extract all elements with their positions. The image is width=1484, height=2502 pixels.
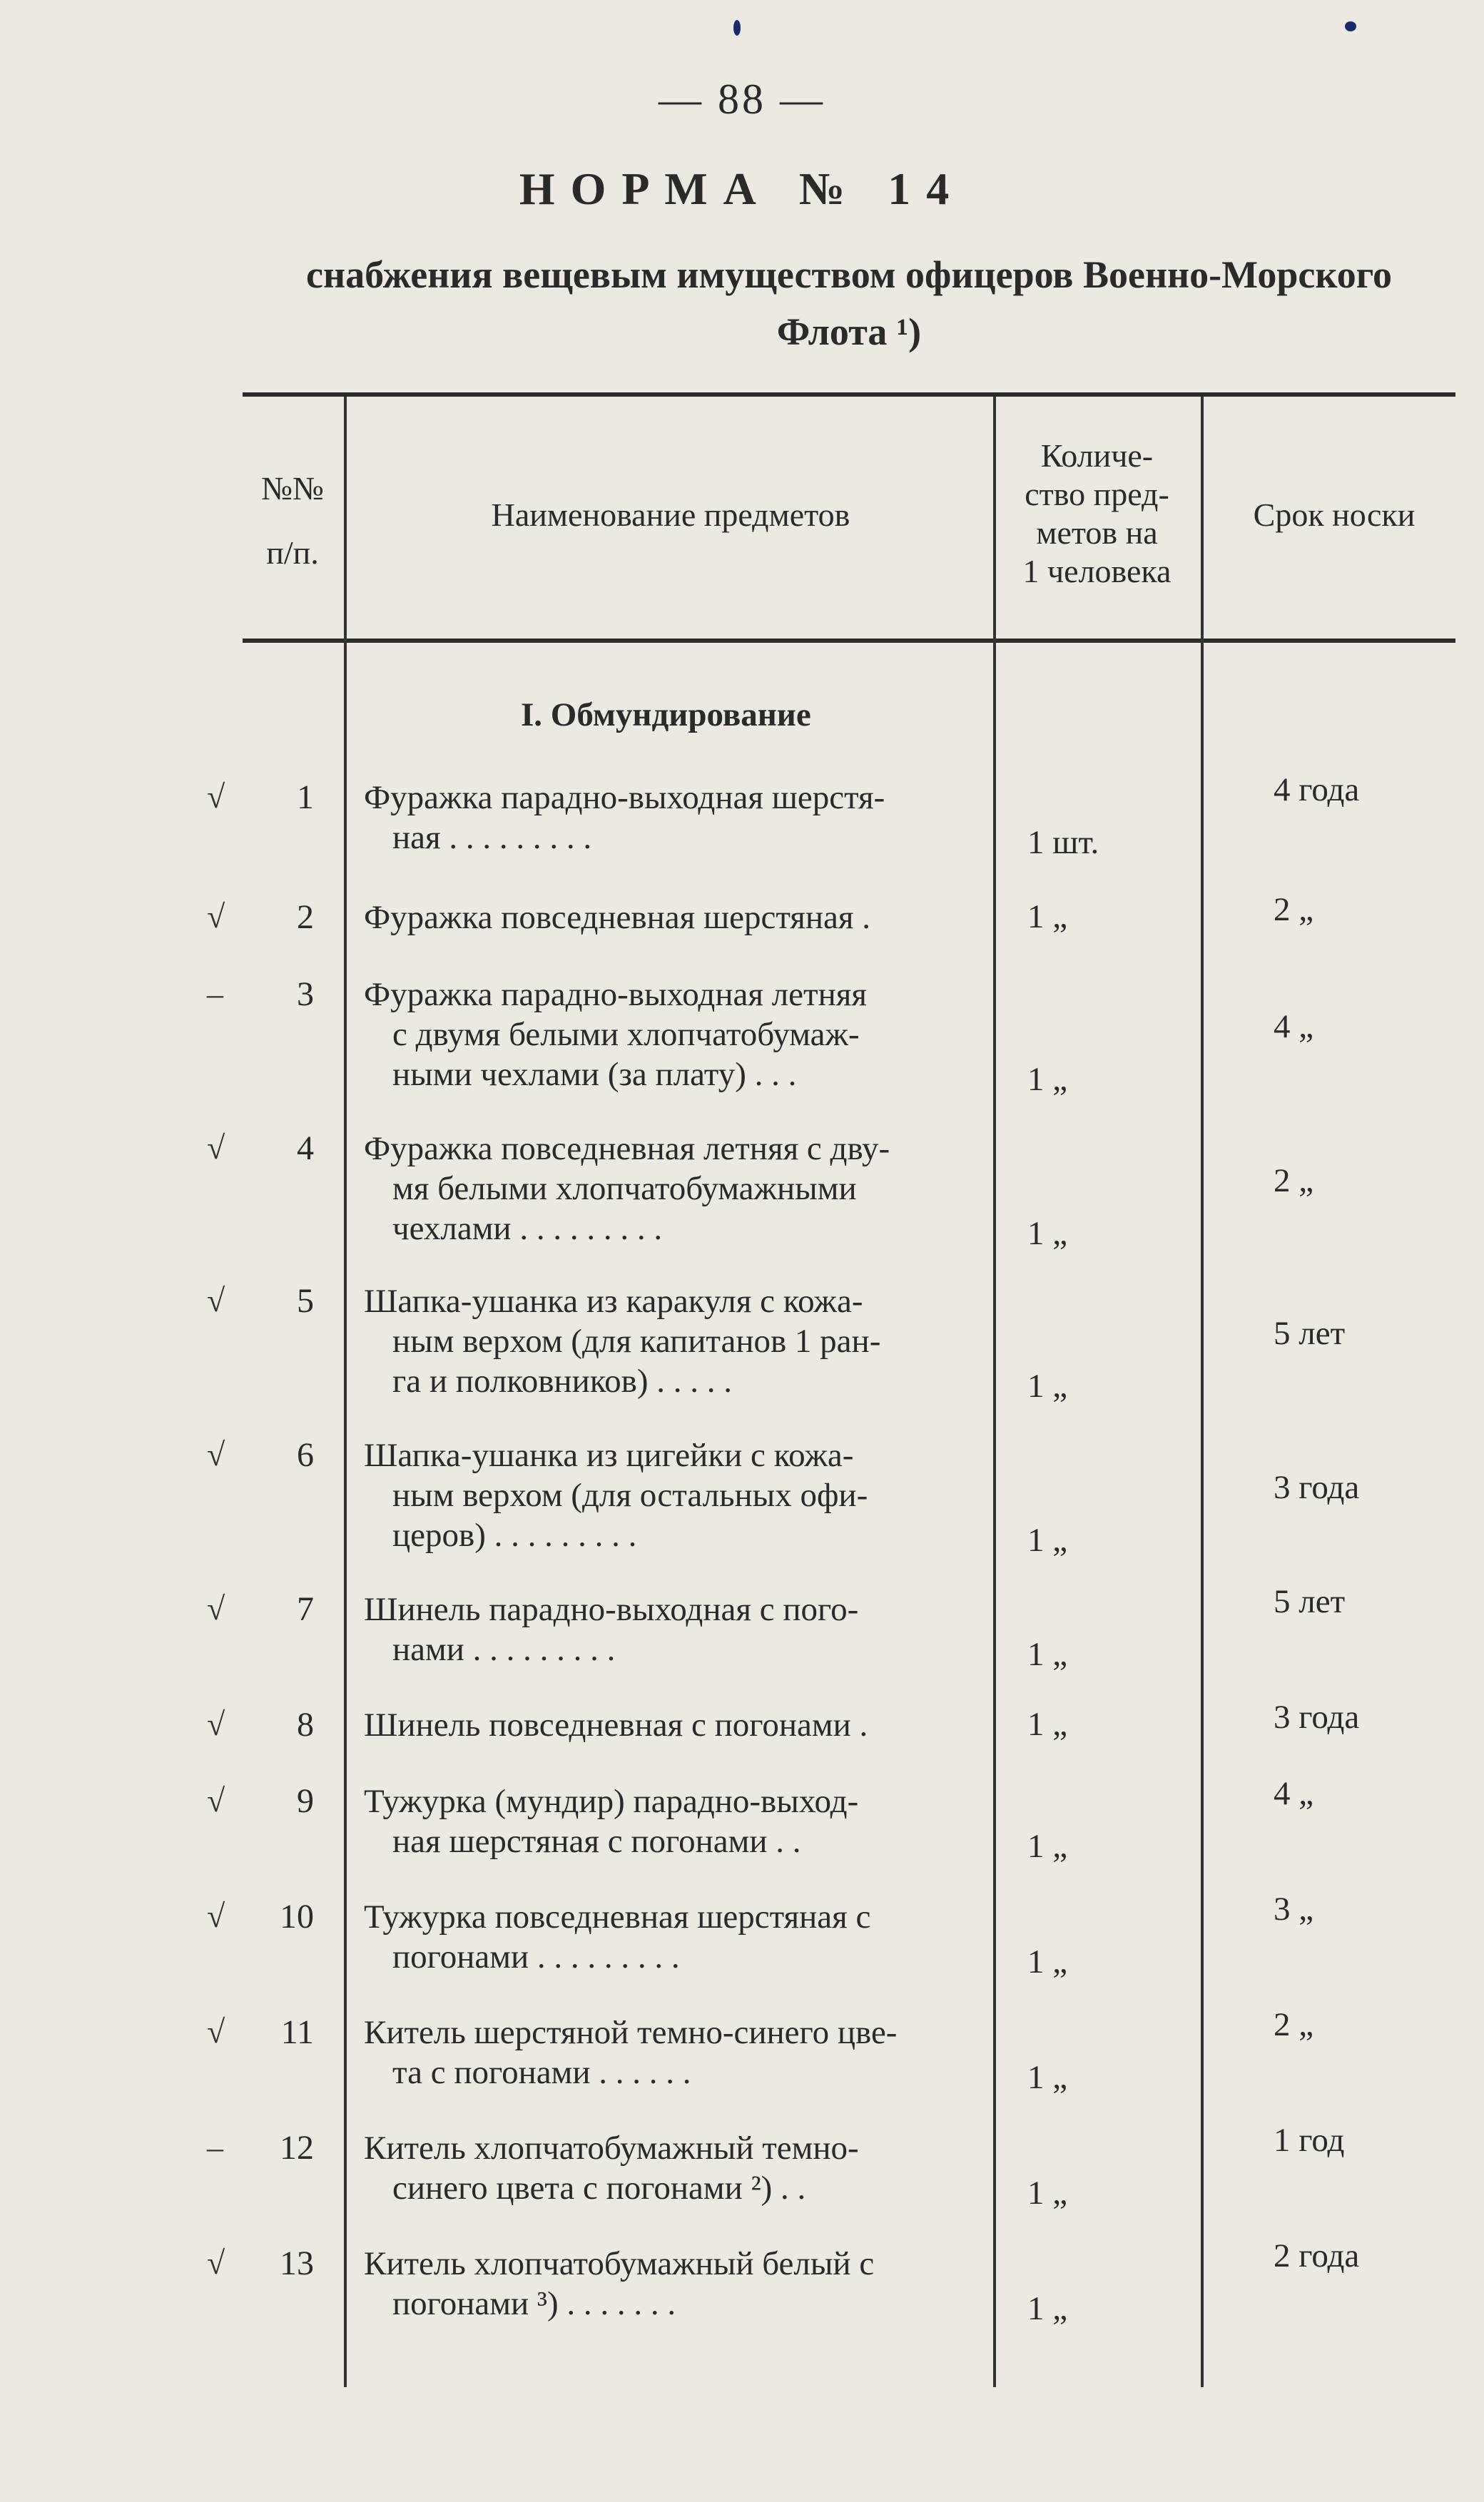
- item-quantity: 1 „: [1027, 2175, 1068, 2212]
- header-num-line-2: п/п.: [266, 534, 319, 571]
- wear-term: 2 „: [1274, 1162, 1314, 1199]
- header-qty-line-1: Количе-: [1040, 437, 1154, 474]
- wear-term: 4 „: [1274, 1775, 1314, 1812]
- item-name: [364, 2128, 956, 2208]
- page-number: — 88 —: [659, 76, 825, 123]
- check-mark: √: [207, 1129, 225, 1166]
- row-number: 10: [280, 1898, 314, 1936]
- item-name-line: Шинель парадно-выходная с пого-: [364, 1591, 859, 1628]
- item-name: [364, 1781, 956, 1861]
- wear-term: 3 „: [1274, 1891, 1314, 1928]
- row-number: 13: [280, 2244, 314, 2282]
- item-name: [364, 2244, 956, 2324]
- check-mark: √: [207, 2244, 225, 2281]
- document-title: НОРМА № 14: [519, 163, 965, 214]
- row-number: 12: [280, 2129, 314, 2167]
- item-quantity: 1 шт.: [1027, 824, 1099, 861]
- item-quantity: 1 „: [1027, 1828, 1068, 1865]
- item-name-line: Фуражка повседневная летняя с дву-: [364, 1130, 890, 1167]
- check-mark: √: [207, 778, 225, 815]
- item-name-line: с двумя белыми хлопчатобумаж-: [392, 1016, 860, 1053]
- table-top-rule: [243, 392, 1455, 397]
- item-name-line: Шапка-ушанка из каракуля с кожа-: [364, 1283, 863, 1320]
- check-mark: √: [207, 1436, 225, 1473]
- column-divider-2: [993, 397, 996, 2387]
- header-qty: [995, 437, 1199, 591]
- item-name-line: Фуражка парадно-выходная летняя: [364, 976, 867, 1013]
- section-heading: I. Обмундирование: [521, 696, 811, 733]
- check-mark: √: [207, 1282, 225, 1318]
- item-name-line: погонами . . . . . . . . .: [392, 1938, 680, 1975]
- item-name-line: нами . . . . . . . . .: [392, 1631, 616, 1668]
- item-name-line: Тужурка (мундир) парадно-выход-: [364, 1783, 859, 1820]
- header-qty-line-4: 1 человека: [1022, 553, 1172, 589]
- check-mark: √: [207, 1782, 225, 1819]
- item-name-line: мя белыми хлопчатобумажными: [392, 1170, 857, 1207]
- check-mark: √: [207, 1590, 225, 1627]
- header-name: Наименование предметов: [491, 497, 850, 533]
- row-number: 6: [297, 1436, 314, 1474]
- table-header-rule: [243, 639, 1455, 643]
- item-name: [364, 975, 956, 1094]
- row-number: 11: [280, 2013, 314, 2051]
- check-mark: –: [207, 975, 223, 1012]
- wear-term: 3 года: [1274, 1469, 1360, 1506]
- item-name-line: Китель шерстяной темно-синего цве-: [364, 2014, 898, 2051]
- column-divider-1: [344, 397, 347, 2387]
- item-quantity: 1 „: [1027, 2290, 1068, 2327]
- wear-term: 5 лет: [1274, 1315, 1346, 1352]
- item-name-line: Тужурка повседневная шерстяная с: [364, 1898, 871, 1936]
- item-name: [364, 1705, 956, 1745]
- item-name: [364, 778, 956, 858]
- check-mark: √: [207, 1706, 225, 1742]
- header-num-line-1: №№: [261, 470, 324, 507]
- item-name: [364, 1129, 956, 1249]
- check-mark: √: [207, 898, 225, 935]
- header-num: [246, 457, 339, 585]
- item-name: [364, 897, 956, 937]
- header-term: Срок носки: [1253, 497, 1416, 533]
- wear-term: 3 года: [1274, 1699, 1360, 1736]
- item-quantity: 1 „: [1027, 1061, 1068, 1098]
- wear-term: 2 „: [1274, 891, 1314, 928]
- item-quantity: 1 „: [1027, 1943, 1068, 1980]
- item-name-line: церов) . . . . . . . . .: [392, 1517, 637, 1554]
- item-name: [364, 1590, 956, 1669]
- wear-term: 1 год: [1274, 2122, 1345, 2159]
- item-name-line: ным верхом (для капитанов 1 ран-: [392, 1323, 881, 1360]
- item-name: [364, 2013, 956, 2092]
- subtitle-line-1: снабжения вещевым имуществом офицеров Военно-Морского: [306, 253, 1392, 296]
- subtitle-line-2: Флота ¹): [776, 310, 922, 353]
- row-number: 3: [297, 975, 314, 1013]
- item-name-line: га и полковников) . . . . .: [392, 1363, 733, 1400]
- item-quantity: 1 „: [1027, 1215, 1068, 1252]
- header-qty-line-3: метов на: [1036, 514, 1158, 551]
- item-name-line: Фуражка парадно-выходная шерстя-: [364, 779, 885, 816]
- row-number: 4: [297, 1129, 314, 1167]
- item-name: [364, 1435, 956, 1555]
- item-quantity: 1 „: [1027, 1368, 1068, 1405]
- row-number: 2: [297, 898, 314, 936]
- item-name-line: ная . . . . . . . . .: [392, 819, 592, 856]
- item-quantity: 1 „: [1027, 1636, 1068, 1673]
- column-divider-3: [1201, 397, 1204, 2387]
- check-mark: –: [207, 2129, 223, 2165]
- item-quantity: 1 „: [1027, 1522, 1068, 1559]
- wear-term: 2 года: [1274, 2237, 1360, 2274]
- row-number: 5: [297, 1282, 314, 1320]
- item-name: [364, 1897, 956, 1977]
- item-quantity: 1 „: [1027, 898, 1068, 935]
- document-subtitle: [235, 246, 1463, 360]
- header-qty-line-2: ство пред-: [1025, 476, 1169, 512]
- check-mark: √: [207, 2013, 225, 2050]
- row-number: 9: [297, 1782, 314, 1820]
- wear-term: 4 „: [1274, 1008, 1314, 1045]
- row-number: 8: [297, 1706, 314, 1744]
- item-name-line: ным верхом (для остальных офи-: [392, 1477, 868, 1514]
- item-name-line: Шапка-ушанка из цигейки с кожа-: [364, 1437, 854, 1474]
- item-name-line: Китель хлопчатобумажный темно-: [364, 2130, 859, 2167]
- item-name-line: Фуражка повседневная шерстяная .: [364, 899, 871, 936]
- item-name: [364, 1281, 956, 1401]
- item-quantity: 1 „: [1027, 2059, 1068, 2096]
- wear-term: 2 „: [1274, 2006, 1314, 2043]
- item-name-line: синего цвета с погонами ²) . .: [392, 2170, 806, 2207]
- row-number: 1: [297, 778, 314, 816]
- wear-term: 5 лет: [1274, 1583, 1346, 1620]
- row-number: 7: [297, 1590, 314, 1628]
- item-name-line: Китель хлопчатобумажный белый с: [364, 2245, 875, 2282]
- wear-term: 4 года: [1274, 771, 1360, 808]
- item-name-line: Шинель повседневная с погонами .: [364, 1707, 868, 1744]
- item-name-line: та с погонами . . . . . .: [392, 2054, 691, 2091]
- item-name-line: чехлами . . . . . . . . .: [392, 1210, 663, 1247]
- item-name-line: ными чехлами (за плату) . . .: [392, 1056, 797, 1093]
- item-quantity: 1 „: [1027, 1706, 1068, 1743]
- item-name-line: погонами ³) . . . . . . .: [392, 2285, 676, 2322]
- item-name-line: ная шерстяная с погонами . .: [392, 1823, 801, 1860]
- check-mark: √: [207, 1898, 225, 1934]
